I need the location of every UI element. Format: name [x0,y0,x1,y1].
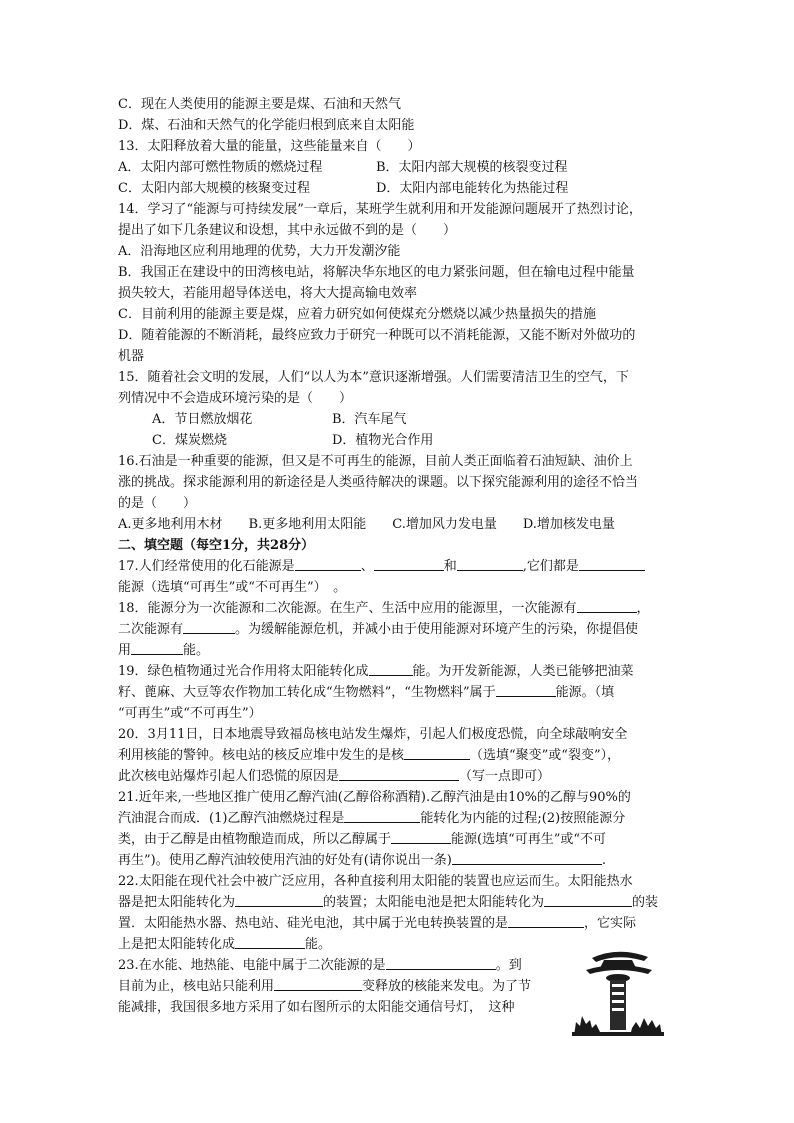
question-13: 13．太阳释放着大量的能量，这些能量来自（ ） [118,139,421,154]
question-13-options-cd [118,178,678,199]
blank[interactable] [369,663,413,676]
q21-text-d: 能源(选填“可再生”或“不可 [451,832,607,847]
blank[interactable] [131,642,183,655]
q18-text-a: 18．能源分为一次能源和二次能源。在生产、生活中应用的能源里，一次能源有 [118,601,577,616]
question-21-line-4 [118,850,678,871]
option-c-line: C．现在人类使用的能源主要是煤、石油和天然气 [118,97,401,112]
question-14-option-b-1: B．我国正在建设中的田湾核电站，将解决华东地区的电力紧张问题，但在输电过程中能量 [118,265,635,280]
question-18-line-1 [118,598,678,619]
blank[interactable] [579,558,645,571]
question-14-line-2: 提出了如下几条建议和设想，其中永远做不到的是（ ） [118,223,457,238]
question-15-line-2: 列情况中不会造成环境污染的是（ ） [118,391,353,406]
blank[interactable] [235,936,305,949]
question-20-line-1: 20．3月11日，日本地震导致福岛核电站发生爆炸，引起人们极度恐慌，向全球敲响安全 [118,727,628,742]
q23-text-d: 变释放的核能来发电。为了节 [362,979,532,994]
worksheet-page [118,94,678,1018]
q21-text-e: 再生”)。使用乙醇汽油较使用汽油的好处有(请你说出一条) [118,853,452,868]
q19-text-d: 能源。（填 [555,685,615,700]
blank[interactable] [339,768,459,781]
question-16-line-2: 涨的挑战。探求能源利用的新途径是人类亟待解决的课题。以下探究能源利用的途径不恰当 [118,475,639,490]
q17-text-a: 17.人们经常使用的化石能源是 [118,559,295,574]
blank[interactable] [183,621,235,634]
blank[interactable] [344,810,420,823]
q23-text-b: 。到 [495,958,522,973]
question-19-line-1 [118,661,678,682]
q18-text-c: 二次能源有 [118,622,184,637]
solar-traffic-light-illustration [572,948,664,1036]
blank[interactable] [508,915,584,928]
blank[interactable] [496,684,556,697]
question-21-line-1: 21.近年来,一些地区推广使用乙醇汽油(乙醇俗称酒精).乙醇汽油是由10%的乙醇与90%的 [118,790,631,805]
q18-text-f: 能。 [183,643,210,658]
option-d: D．太阳内部电能转化为热能过程 [376,181,569,196]
question-23-line-3: 能减排，我国很多地方采用了如右图所示的太阳能交通信号灯， 这种 [118,1000,515,1015]
question-16-options: A.更多地利用木材 B.更多地利用太阳能 C.增加风力发电量 D.增加核发电量 [118,517,615,532]
question-22-line-2 [118,892,678,913]
blank[interactable] [457,558,523,571]
blank[interactable] [295,558,361,571]
q20-text-b: （选填“聚变”或“裂变”）， [470,748,621,763]
question-16-line-1: 16.石油是一种重要的能源，但又是不可再生的能源，目前人类正面临着石油短缺、油价上 [118,454,633,469]
question-19-line-3: “可再生”或“不可再生”） [118,706,262,721]
question-19-line-2 [118,682,678,703]
q21-text-c: 类，由于乙醇是由植物酿造而成，所以乙醇属于 [118,832,392,847]
question-14-option-b-2: 损失较大，若能用超导体送电，将大大提高输电效率 [118,286,418,301]
q18-text-d: 。为缓解能源危机，并减小由于使用能源对环境产生的污染，你提倡使 [235,622,639,637]
q20-text-d: （写一点即可） [459,769,551,784]
question-14-line-1: 14．学习了“能源与可持续发展”一章后，某班学生就利用和开发能源问题展开了热烈讨论， [118,202,642,217]
option-b: B．汽车尾气 [332,412,407,427]
q23-text-a: 23.在水能、地热能、电能中属于二次能源的是 [118,958,386,973]
question-15-options-cd [118,430,678,451]
blank[interactable] [404,747,470,760]
q21-text-b: 能转化为内能的过程;(2)按照能源分 [420,811,626,826]
q20-text-c: 此次核电站爆炸引起人们恐慌的原因是 [118,769,340,784]
q18-text-e: 用 [118,643,132,658]
blank[interactable] [274,978,362,991]
question-17-line-2: 能源（选填“可再生”或“不可再生”） 。 [118,580,347,595]
q17-text-c: 和 [443,559,457,574]
question-22-line-1: 22.太阳能在现代社会中被广泛应用，各种直接利用太阳能的装置也应运而生。太阳能热水 [118,874,633,889]
q22-text-e: ，它实际 [584,916,637,931]
question-20-line-2 [118,745,678,766]
option-a: A．太阳内部可燃性物质的燃烧过程 [118,160,323,175]
q20-text-a: 利用核能的警钟。核电站的核反应堆中发生的是核 [118,748,405,763]
question-21-line-3 [118,829,678,850]
blank[interactable] [577,600,637,613]
q23-text-c: 目前为止，核电站只能利用 [118,979,275,994]
question-16-line-3: 的是（ ） [118,496,197,511]
question-17-line-1 [118,556,678,577]
question-15-line-1: 15．随着社会文明的发展，人们“以人为本”意识逐渐增强。人们需要清洁卫生的空气，下 [118,370,629,385]
question-13-options-ab [118,157,678,178]
q22-text-a: 器是把太阳能转化为 [118,895,236,910]
question-22-line-3 [118,913,678,934]
question-15-options-ab [118,409,678,430]
blank[interactable] [452,852,602,865]
blank[interactable] [235,894,323,907]
q17-text-b: 、 [360,559,374,574]
question-20-line-3 [118,766,678,787]
q19-text-a: 19．绿色植物通过光合作用将太阳能转化成 [118,664,369,679]
q17-text-d: ,它们都是 [522,559,579,574]
q19-text-b: 能。为开发新能源，人类已能够把油菜 [412,664,634,679]
question-14-option-c: C．目前利用的能源主要是煤，应着力研究如何使煤充分燃烧以减少热量损失的措施 [118,307,596,322]
q21-text-f: . [601,853,607,868]
q21-text-a: 汽油混合而成．(1)乙醇汽油燃烧过程是 [118,811,345,826]
q18-text-b: ， [636,601,650,616]
q22-text-d: 置．太阳能热水器、热电站、硅光电池，其中属于光电转换装置的是 [118,916,509,931]
option-d: D．植物光合作用 [332,433,434,448]
question-21-line-2 [118,808,678,829]
q19-text-c: 籽、蓖麻、大豆等农作物加工转化成“生物燃料”，“生物燃料”属于 [118,685,496,700]
q22-text-f: 上是把太阳能转化成 [118,937,236,952]
question-18-line-2 [118,619,678,640]
blank[interactable] [544,894,632,907]
option-c: C．煤炭燃烧 [152,433,227,448]
question-18-line-3 [118,640,678,661]
option-c: C．太阳内部大规模的核聚变过程 [118,181,310,196]
question-14-option-d-1: D．随着能源的不断消耗，最终应致力于研究一种既可以不消耗能源，又能不断对外做功的 [118,328,636,343]
option-a: A．节日燃放烟花 [152,412,253,427]
blank[interactable] [374,558,444,571]
blank[interactable] [391,831,451,844]
q22-text-b: 的装置；太阳能电池是把太阳能转化为 [323,895,545,910]
q22-text-g: 能。 [305,937,332,952]
section-2-heading: 二、填空题（每空1分，共28分） [118,538,315,553]
option-b: B．太阳内部大规模的核裂变过程 [376,160,568,175]
question-14-option-a: A．沿海地区应利用地理的优势，大力开发潮汐能 [118,244,401,259]
q22-text-c: 的装 [632,895,659,910]
question-14-option-d-2: 机器 [118,349,145,364]
option-d-line: D．煤、石油和天然气的化学能归根到底来自太阳能 [118,118,415,133]
blank[interactable] [386,957,496,970]
